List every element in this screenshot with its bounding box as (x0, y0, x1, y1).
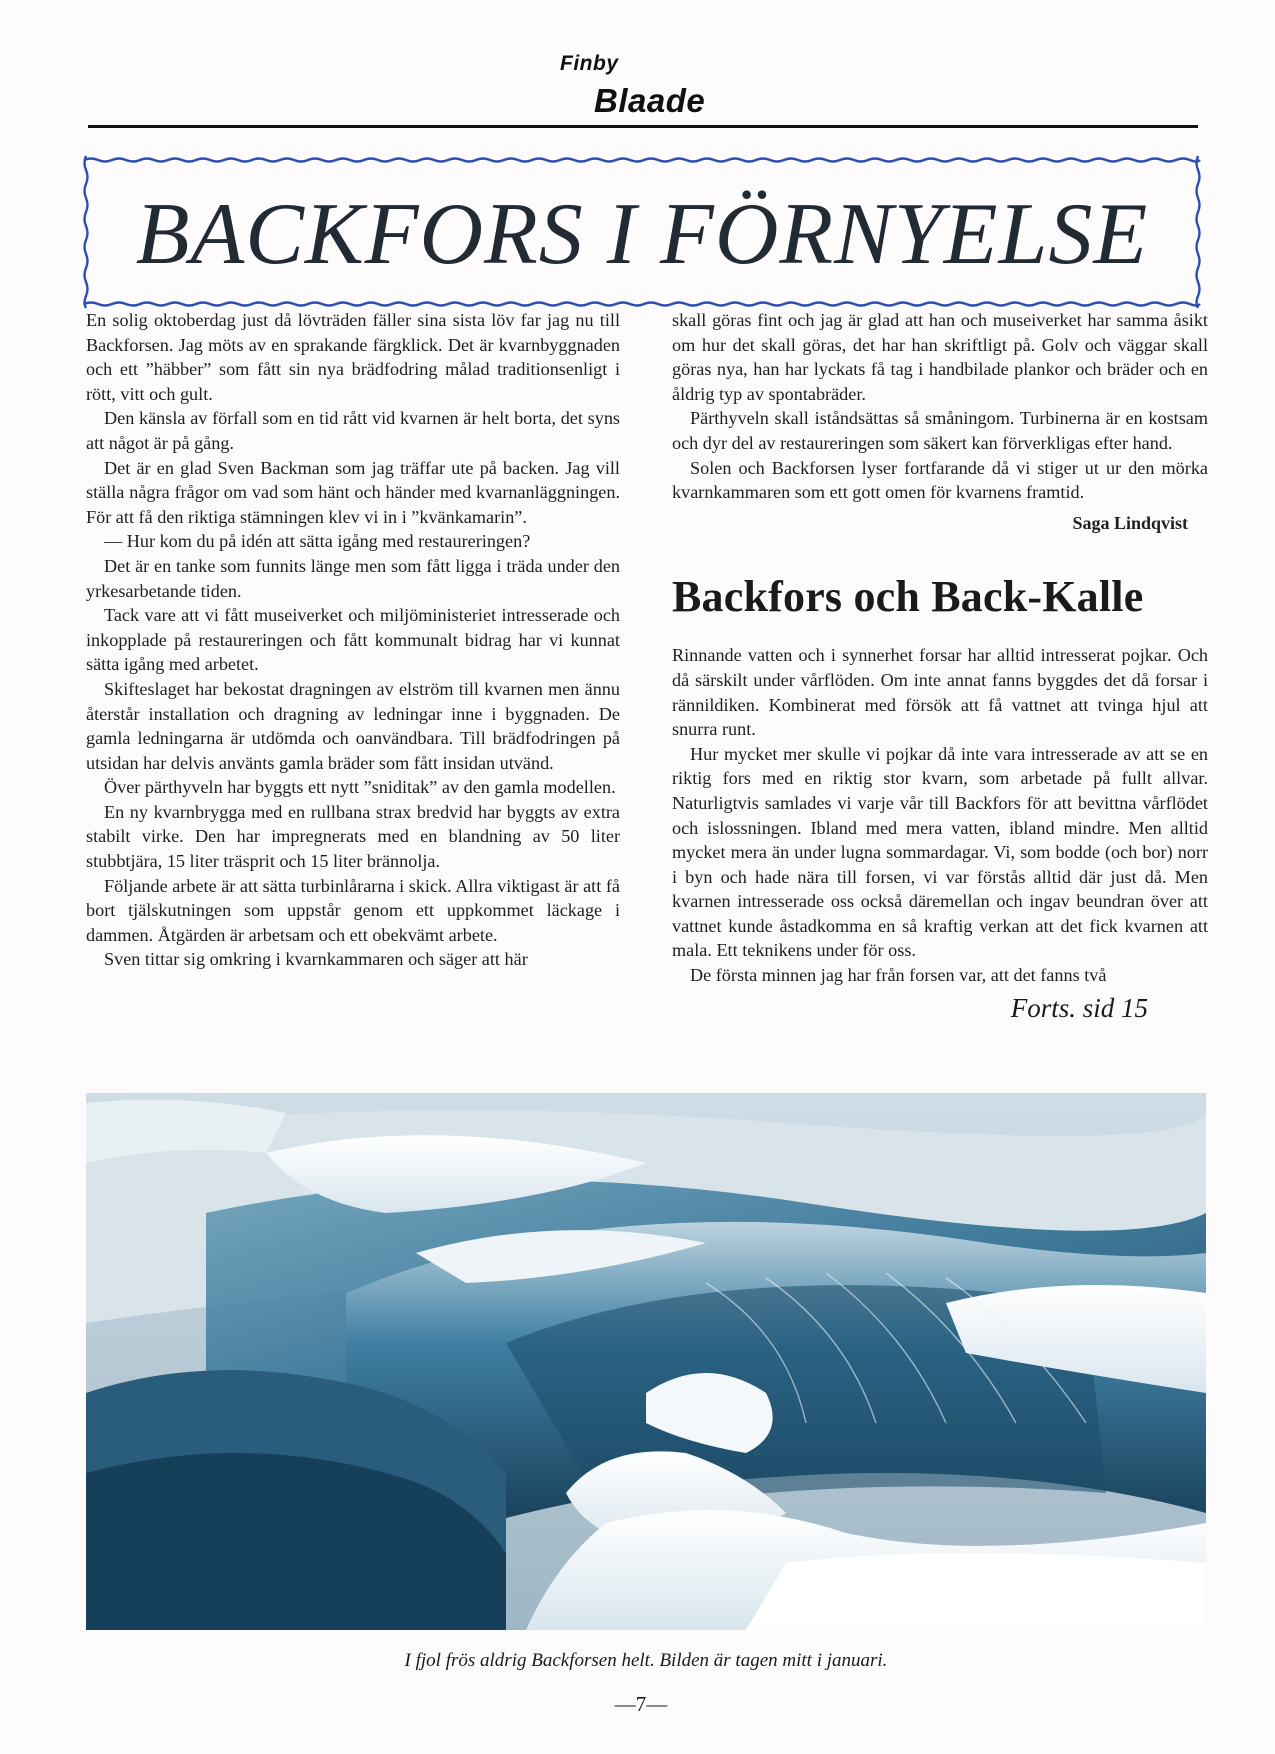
article-right-column (672, 308, 1208, 1023)
page-number: —7— (614, 1692, 668, 1716)
masthead-line-2: Blaade (594, 82, 706, 119)
paragraph: En ny kvarnbrygga med en rullbana strax bredvid har byggts av extra stabilt virke. Den har impregnerats med en blandning av 50 liter stubbtjära, 15 liter träsprit och 15 liter brännolja. (86, 801, 620, 872)
paragraph: En solig oktoberdag just då lövträden fäller sina sista löv far jag nu till Backforsen. Jag möts av en sprakande färgklick. Det är kvarnbyggnaden och ett ”häbber” som fått sin nya brädfodring målad traditionsenligt i rött, vitt och gult. (86, 310, 620, 404)
paragraph: Rinnande vatten och i synnerhet forsar har alltid intresserat pojkar. Och då särskilt under vårflöden. Om inte annat fanns byggdes det då forsar i rännildiken. Kombinerat med försök att få vattnet att tvinga hjul att snurra runt. (672, 645, 1208, 740)
masthead-rule (88, 125, 1198, 128)
main-headline: BACKFORS I FÖRNYELSE (135, 186, 1149, 283)
paragraph: Skifteslaget har bekostat dragningen av elström till kvarnen men ännu återstår installation och dragning av ledningar inne i byggnaden. De gamla ledningarna är utdömda och oanvändbara. Till brädfodringen på utsidan har delvis använts gamla bräder som fått insidan utvänd. (86, 678, 620, 773)
paragraph: Den känsla av förfall som en tid rått vid kvarnen är helt borta, det syns att något är på gång. (86, 408, 620, 453)
paragraph: skall göras fint och jag är glad att han och museiverket har samma åsikt om hur det skall göras, det har han skriftligt på. Golv och väggar skall göras nya, han har lyckats få tag i handbilade plankor och bräder och en åldrig typ av spontabräder. (672, 310, 1208, 404)
paragraph: Solen och Backforsen lyser fortfarande då vi stiger ut ur den mörka kvarnkammaren som ett gott omen för kvarnens framtid. (672, 457, 1208, 503)
masthead-line-1: Finby (560, 52, 619, 75)
frozen-rapids-photo (86, 1093, 1206, 1630)
article-left-column (86, 308, 620, 972)
paragraph: De första minnen jag har från forsen var, att det fanns två (690, 965, 1107, 986)
paragraph: Hur mycket mer skulle vi pojkar då inte vara intresserade av att se en riktig fors med en riktig stor kvarn, som arbetade på fullt allvar. Naturligtvis samlades vi varje vår till Backfors för att bevittna vårflödet och islossningen. Ibland med mera vatten, ibland mindre. Men alltid mycket mera än under lugna sommardagar. Vi, som bodde (och bor) norr i byn och hade nära till forsen, vi var förstås alltid där just då. Men kvarnen intresserade oss också däremellan och ingav beundran över att vattnet kunde åstadkomma en så kraftig verkan att det fick kvarnen att mala. Ett teknikens under för oss. (672, 743, 1208, 961)
paragraph: Pärthyveln skall iståndsättas så småningom. Turbinerna är en kostsam och dyr del av restaureringen som säkert kan förverkligas efter hand. (672, 408, 1208, 453)
rapids-illustration (86, 1093, 1206, 1630)
paragraph: Tack vare att vi fått museiverket och miljöministeriet intresserade och inkopplade på restaureringen och fått kommunalt bidrag har vi kunnat sätta igång med arbetet. (86, 605, 620, 675)
paragraph: Följande arbete är att sätta turbinlårarna i skick. Allra viktigast är att få bort tjälskutningen som uppstår genom ett uppkommet läckage i dammen. Åtgärden är arbetsam och ett obekvämt arbete. (86, 875, 620, 945)
continued-note: Forts. sid 15 (1010, 992, 1148, 1023)
second-article-title: Backfors och Back-Kalle (672, 572, 1144, 622)
paragraph: Det är en tanke som funnits länge men som fått ligga i träda under den yrkesarbetande tiden. (86, 555, 620, 601)
paragraph: Över pärthyveln har byggts ett nytt ”sniditak” av den gamla modellen. (104, 777, 616, 798)
paragraph: Det är en glad Sven Backman som jag träffar ute på backen. Jag vill ställa några frågor om vad som hänt och händer med kvarnanläggningen. För att få den riktiga stämningen klev vi in i ”kvänkamarin”. (86, 457, 620, 527)
paragraph: — Hur kom du på idén att sätta igång med restaureringen? (104, 531, 531, 552)
photo-caption: I fjol frös aldrig Backforsen helt. Bilden är tagen mitt i januari. (404, 1650, 888, 1671)
paragraph: Sven tittar sig omkring i kvarnkammaren och säger att här (104, 949, 528, 970)
author-signature: Saga Lindqvist (1072, 512, 1188, 533)
